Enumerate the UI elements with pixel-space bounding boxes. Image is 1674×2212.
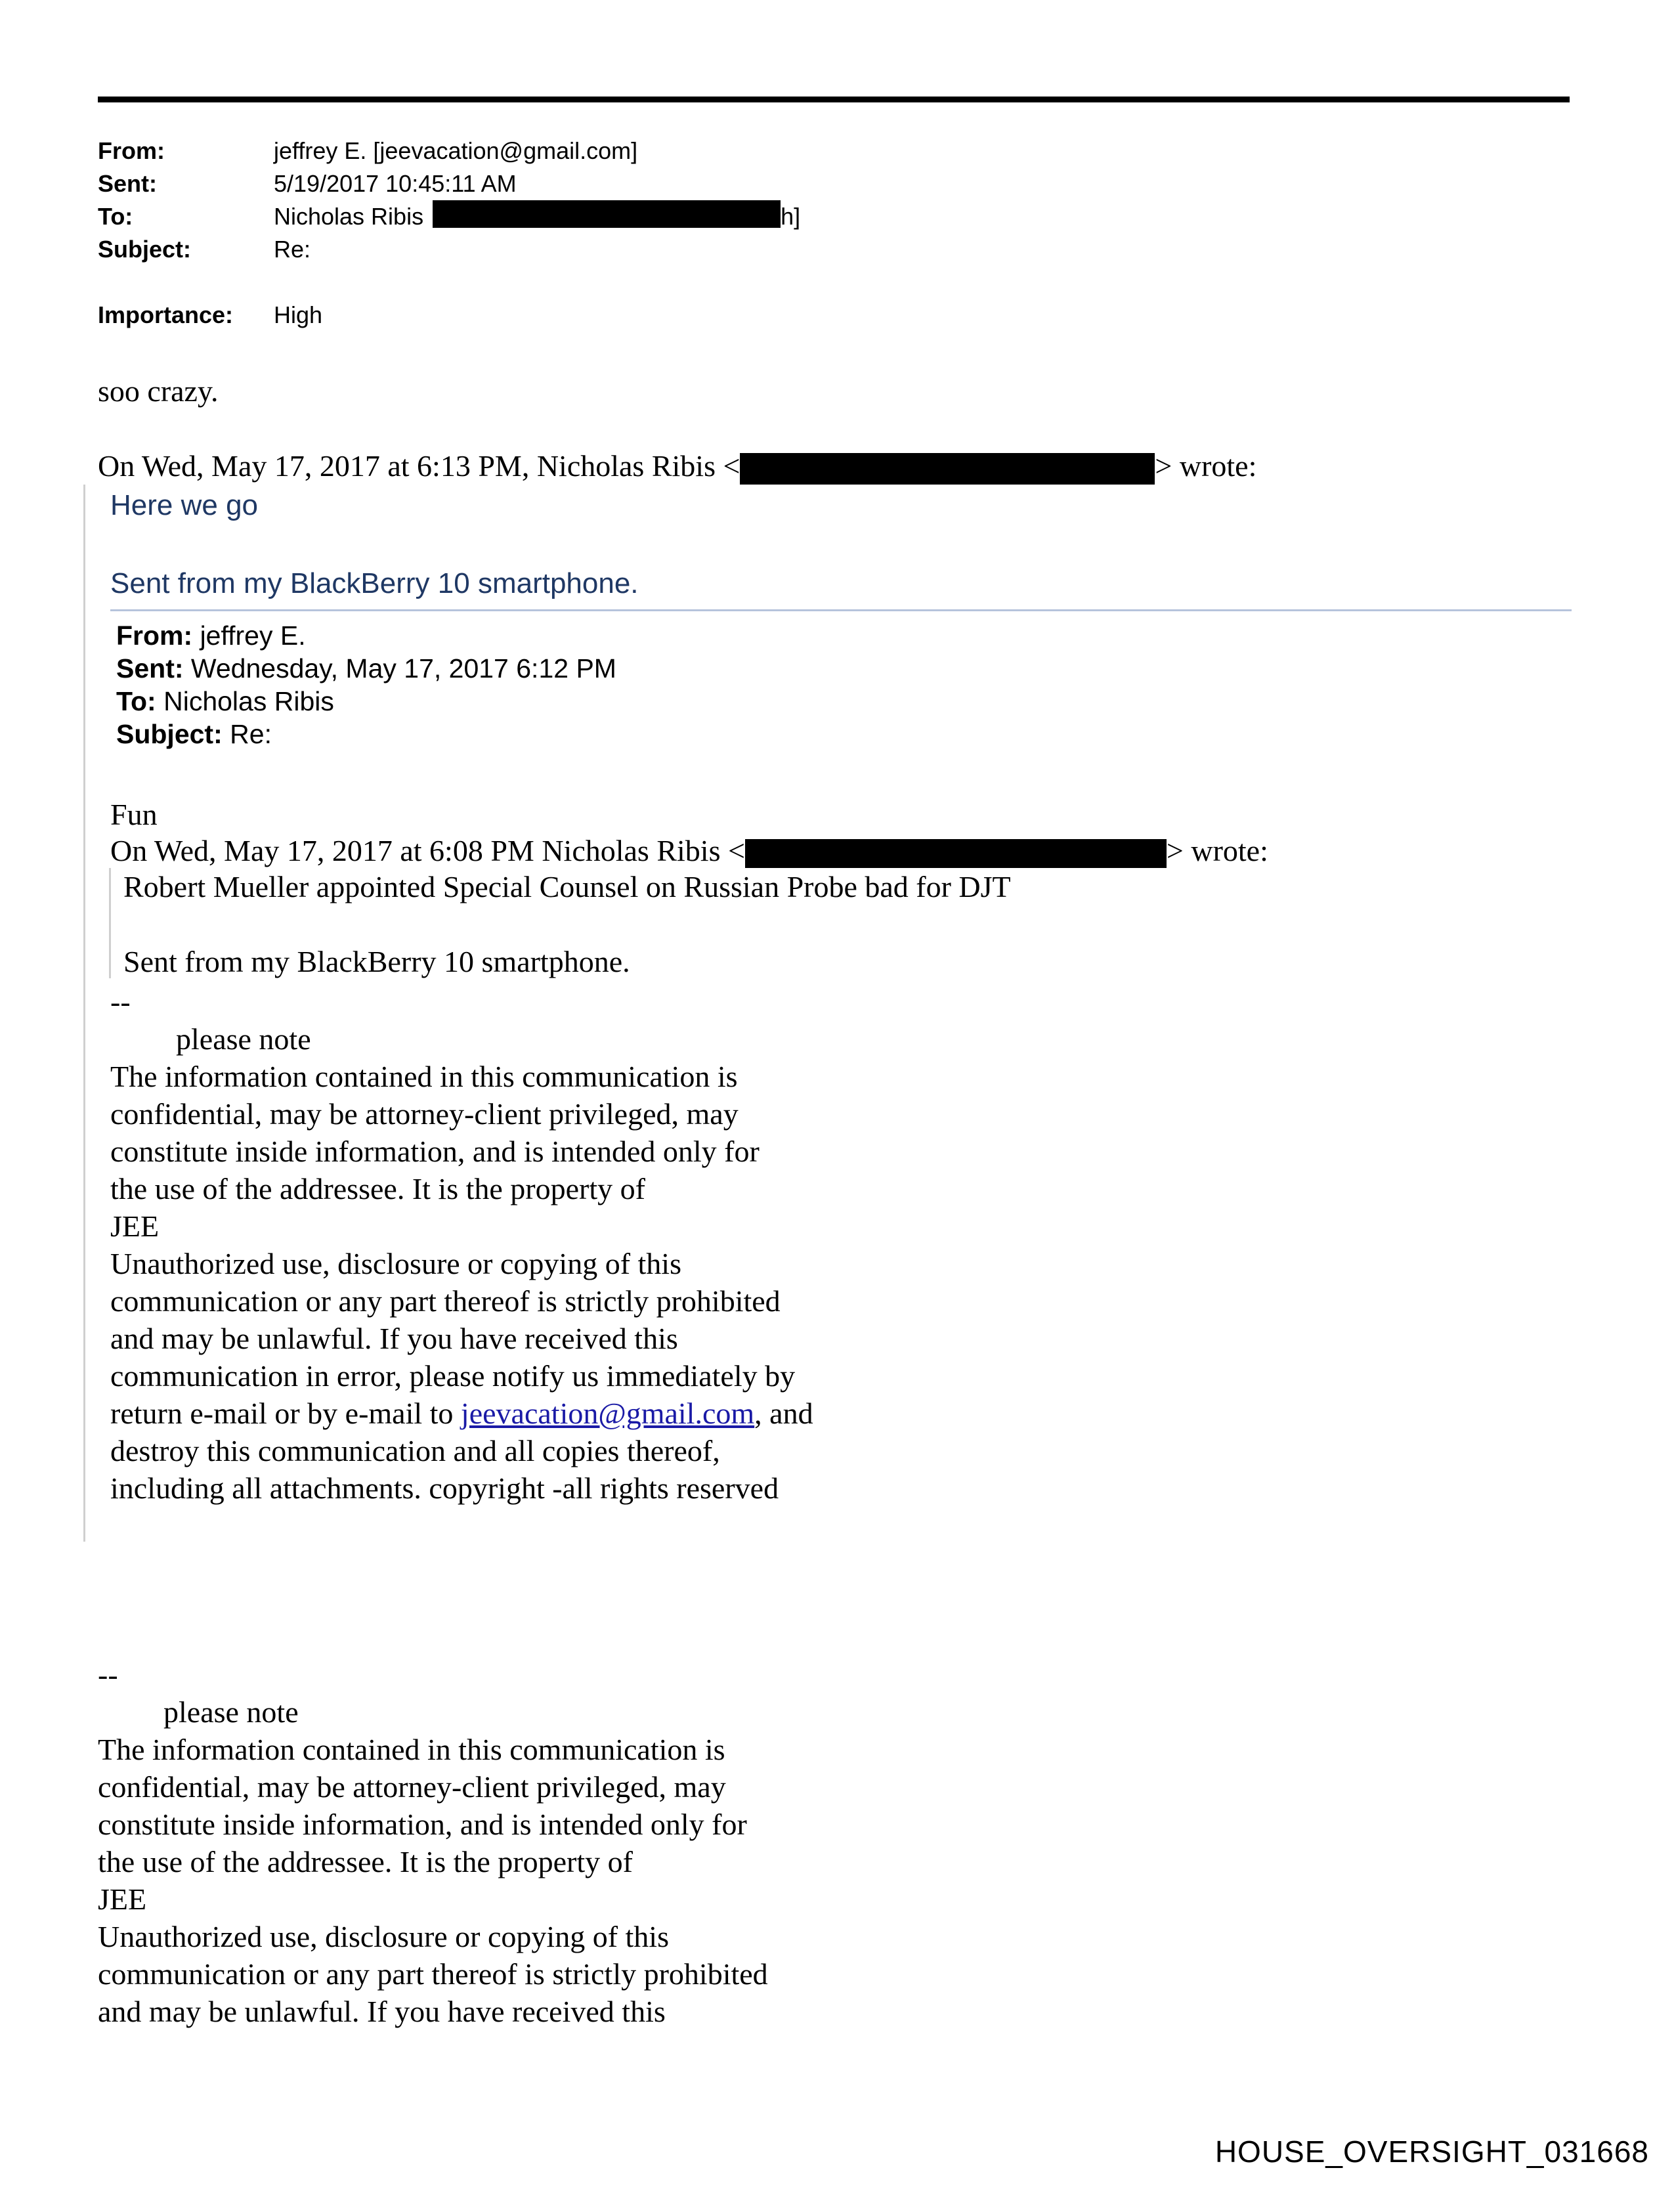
inner-from-label: From: bbox=[116, 620, 193, 651]
quote1-intro-pre: On Wed, May 17, 2017 at 6:13 PM, Nicholas Ribis < bbox=[98, 449, 740, 483]
disclaimer-line: Unauthorized use, disclosure or copying of this bbox=[110, 1247, 681, 1280]
quote1-intro bbox=[98, 447, 1256, 485]
subject-label: Subject: bbox=[98, 236, 192, 263]
email-post: , and bbox=[754, 1397, 813, 1430]
header-rule bbox=[98, 97, 1570, 102]
quote2-intro bbox=[110, 832, 1268, 870]
disclaimer-line: destroy this communication and all copies thereof, bbox=[110, 1434, 720, 1467]
inner-subject-label: Subject: bbox=[116, 719, 223, 749]
disclaimer-line: constitute inside information, and is intended only for bbox=[110, 1135, 760, 1168]
disclaimer-line: and may be unlawful. If you have received this bbox=[110, 1322, 678, 1355]
please-note: please note bbox=[176, 1022, 311, 1056]
disclaimer-line: JEE bbox=[98, 1882, 147, 1916]
inner-email-header bbox=[116, 619, 616, 750]
inner-sent-label: Sent: bbox=[116, 653, 184, 683]
reply-text: soo crazy. bbox=[98, 374, 219, 408]
disclaimer-line: constitute inside information, and is intended only for bbox=[98, 1808, 747, 1841]
quote1-line2: Sent from my BlackBerry 10 smartphone. bbox=[110, 567, 639, 599]
email-pre: return e-mail or by e-mail to bbox=[110, 1397, 461, 1430]
disclaimer-line: Unauthorized use, disclosure or copying of this bbox=[98, 1920, 669, 1953]
to-value: Nicholas Ribis bbox=[274, 203, 424, 230]
signature-separator: -- bbox=[98, 1658, 118, 1691]
email-link[interactable]: jeevacation@gmail.com bbox=[460, 1397, 755, 1430]
disclaimer-line: communication in error, please notify us immediately by bbox=[110, 1359, 796, 1393]
importance-label: Importance: bbox=[98, 301, 234, 328]
please-note: please note bbox=[163, 1695, 299, 1729]
email-header bbox=[98, 135, 800, 332]
disclaimer-line: the use of the addressee. It is the property of bbox=[110, 1172, 645, 1205]
importance-value: High bbox=[274, 301, 323, 328]
quote2-line1: Robert Mueller appointed Special Counsel on Russian Probe bad for DJT bbox=[123, 870, 1011, 903]
quote2-intro-post: > wrote: bbox=[1166, 834, 1268, 867]
from-value: jeffrey E. [jeevacation@gmail.com] bbox=[274, 137, 638, 164]
redaction-block bbox=[740, 453, 1155, 485]
disclaimer-email-line bbox=[110, 1395, 813, 1432]
disclaimer-line: The information contained in this communication is bbox=[110, 1060, 738, 1093]
disclaimer-line: confidential, may be attorney-client privileged, may bbox=[98, 1770, 726, 1804]
redaction-block bbox=[433, 200, 781, 228]
quote-bar bbox=[83, 485, 85, 1542]
quote-bar bbox=[109, 868, 111, 978]
sent-value: 5/19/2017 10:45:11 AM bbox=[274, 170, 517, 197]
disclaimer-line: confidential, may be attorney-client privileged, may bbox=[110, 1097, 739, 1131]
disclaimer-2 bbox=[98, 1656, 768, 2030]
quote1-intro-post: > wrote: bbox=[1155, 449, 1257, 483]
inner-from-value: jeffrey E. bbox=[200, 620, 306, 651]
disclaimer-1 bbox=[110, 983, 813, 1507]
disclaimer-line: JEE bbox=[110, 1209, 160, 1243]
disclaimer-line: and may be unlawful. If you have received this bbox=[98, 1995, 666, 2028]
inner-to-value: Nicholas Ribis bbox=[163, 686, 334, 716]
sent-label: Sent: bbox=[98, 170, 157, 197]
separator-line bbox=[110, 609, 1572, 611]
quote2-line2: Sent from my BlackBerry 10 smartphone. bbox=[123, 945, 630, 978]
signature-separator: -- bbox=[110, 985, 131, 1018]
quote2-intro-pre: On Wed, May 17, 2017 at 6:08 PM Nicholas Ribis < bbox=[110, 834, 745, 867]
inner-subject-value: Re: bbox=[230, 719, 272, 749]
disclaimer-line: including all attachments. copyright -all rights reserved bbox=[110, 1471, 779, 1505]
disclaimer-line: The information contained in this communication is bbox=[98, 1733, 725, 1766]
redaction-block bbox=[745, 839, 1167, 868]
bates-number: HOUSE_OVERSIGHT_031668 bbox=[1214, 2135, 1649, 2169]
to-label: To: bbox=[98, 203, 133, 230]
inner-body-line1: Fun bbox=[110, 798, 158, 831]
to-tail: h] bbox=[781, 203, 801, 230]
inner-to-label: To: bbox=[116, 686, 156, 716]
disclaimer-line: communication or any part thereof is strictly prohibited bbox=[98, 1957, 768, 1991]
disclaimer-line: communication or any part thereof is strictly prohibited bbox=[110, 1284, 781, 1318]
disclaimer-line: the use of the addressee. It is the property of bbox=[98, 1845, 633, 1878]
quote1-line1: Here we go bbox=[110, 489, 259, 521]
inner-sent-value: Wednesday, May 17, 2017 6:12 PM bbox=[190, 653, 616, 683]
subject-value: Re: bbox=[274, 236, 311, 263]
from-label: From: bbox=[98, 137, 165, 164]
